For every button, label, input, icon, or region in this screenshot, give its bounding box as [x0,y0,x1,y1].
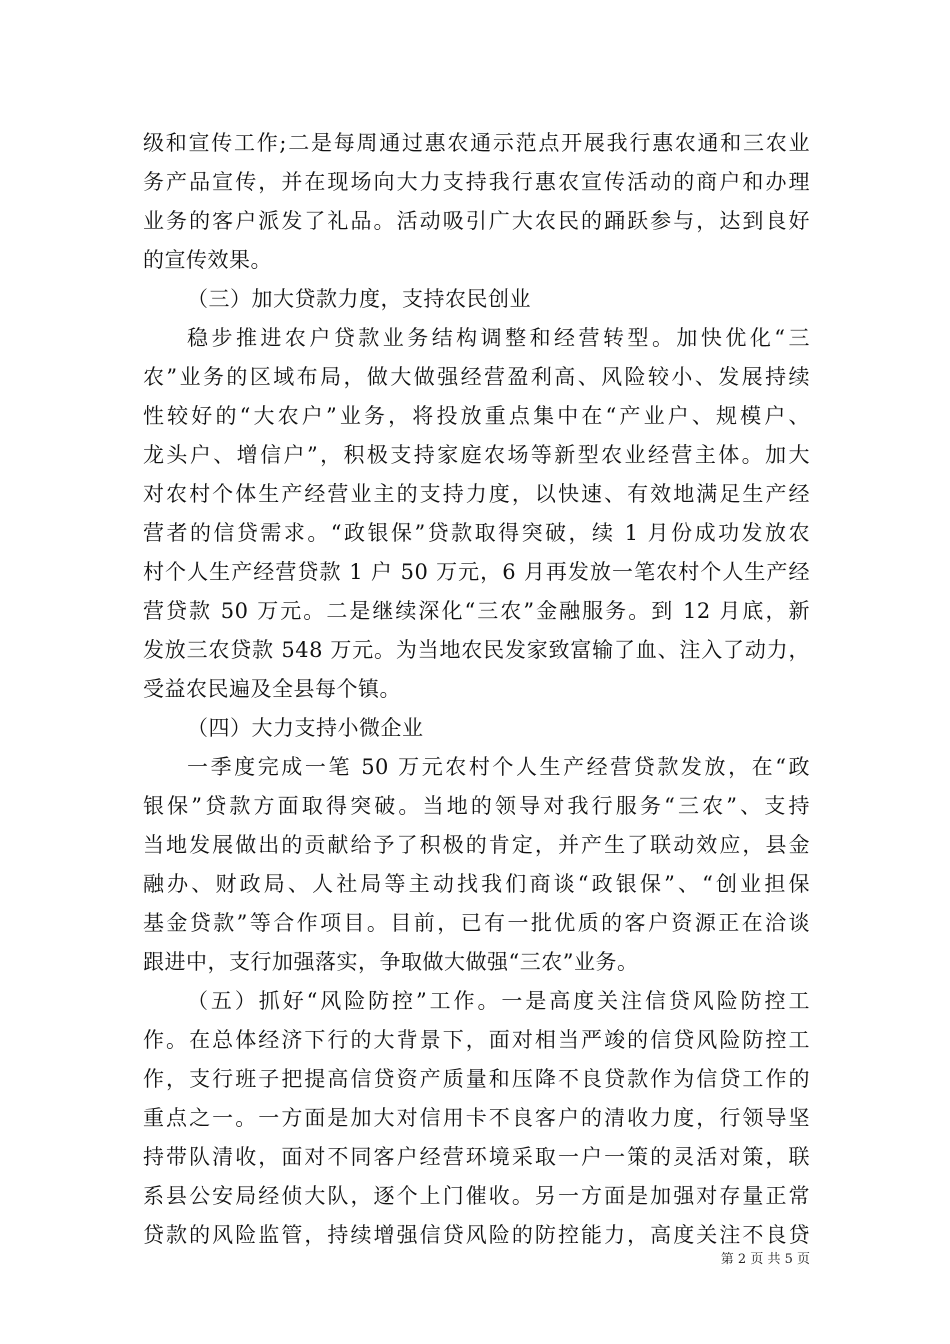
text-line: 受益农民遍及全县每个镇。 [143,677,401,701]
text-line: （四）大力支持小微企业 [187,716,424,740]
text-line: 龙头户、增信户”，积极支持家庭农场等新型农业经营主体。加大 [143,443,810,467]
text-line: 作。在总体经济下行的大背景下，面对相当严竣的信贷风险防控工 [143,1028,810,1052]
text-line: 作，支行班子把提高信贷资产质量和压降不良贷款作为信贷工作的 [143,1067,810,1091]
text-line: 务产品宣传，并在现场向大力支持我行惠农宣传活动的商户和办理 [143,170,810,194]
text-line: 贷款的风险监管，持续增强信贷风险的防控能力，高度关注不良贷 [143,1223,810,1247]
text-line: 业务的客户派发了礼品。活动吸引广大农民的踊跃参与，达到良好 [143,209,810,233]
text-line: 系县公安局经侦大队，逐个上门催收。另一方面是加强对存量正常 [143,1184,810,1208]
text-line: 农”业务的区域布局，做大做强经营盈利高、风险较小、发展持续 [143,365,810,389]
text-line: 重点之一。一方面是加大对信用卡不良客户的清收力度，行领导坚 [143,1106,810,1130]
text-line: （五）抓好“风险防控”工作。一是高度关注信贷风险防控工 [187,989,810,1013]
text-line: 营者的信贷需求。“政银保”贷款取得突破，续 1 月份成功发放农 [143,521,810,545]
text-line: 一季度完成一笔 50 万元农村个人生产经营贷款发放，在“政 [187,755,810,779]
page-number: 第 2 页 共 5 页 [720,1252,810,1267]
text-line: 营贷款 50 万元。二是继续深化“三农”金融服务。到 12 月底，新 [143,599,810,623]
text-line: 对农村个体生产经营业主的支持力度，以快速、有效地满足生产经 [143,482,810,506]
text-line: 发放三农贷款 548 万元。为当地农民发家致富输了血、注入了动力， [143,638,810,662]
text-line: 的宣传效果。 [143,248,272,272]
text-line: 跟进中，支行加强落实，争取做大做强“三农”业务。 [143,950,639,974]
text-line: 级和宣传工作;二是每周通过惠农通示范点开展我行惠农通和三农业 [143,131,810,155]
text-line: 基金贷款”等合作项目。目前，已有一批优质的客户资源正在洽谈 [143,911,810,935]
text-line: 融办、财政局、人社局等主动找我们商谈“政银保”、“创业担保 [143,872,810,896]
text-line: 性较好的“大农户”业务，将投放重点集中在“产业户、规模户、 [143,404,810,428]
text-line: 稳步推进农户贷款业务结构调整和经营转型。加快优化“三 [187,326,810,350]
text-line: 当地发展做出的贡献给予了积极的肯定，并产生了联动效应，县金 [143,833,810,857]
text-line: 持带队清收，面对不同客户经营环境采取一户一策的灵活对策，联 [143,1145,810,1169]
document-body [143,124,810,1255]
text-line: 村个人生产经营贷款 1 户 50 万元，6 月再发放一笔农村个人生产经 [143,560,810,584]
text-line: （三）加大贷款力度，支持农民创业 [187,287,531,311]
text-line: 银保”贷款方面取得突破。当地的领导对我行服务“三农”、支持 [143,794,810,818]
